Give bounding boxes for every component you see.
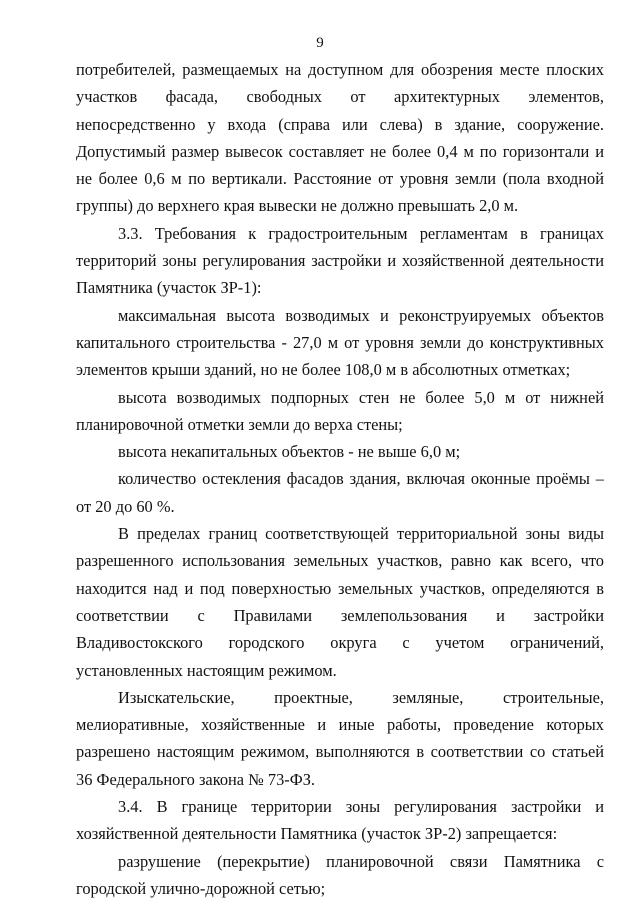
page-number: 9 xyxy=(316,35,324,51)
paragraph-max-height: максимальная высота возводимых и реконструируемых объектов капитального строительства - 27,0 м от уровня земли до конструктивных элементов крыши зданий, но не более 108,0 м в абсолютных отметках; xyxy=(76,305,604,380)
paragraph-permitted-use: В пределах границ соответствующей территориальной зоны виды разрешенного использования земельных участков, равно как всего, что находится над и под поверхностью земельных участков, определяются в соответствии с Правилами землепользования и застройки Владивостокского городского округа с учетом ограничений, установленных настоящим режимом. xyxy=(76,524,604,680)
document-body xyxy=(76,56,604,902)
paragraph-works: Изыскательские, проектные, земляные, строительные, мелиоративные, хозяйственные и иные работы, проведение которых разрешено настоящим режимом, выполняются в соответствии со статьей 36 Федерального закона № 73-ФЗ. xyxy=(76,687,604,789)
paragraph-section-3-4: 3.4. В границе территории зоны регулирования застройки и хозяйственной деятельности Памятника (участок ЗР-2) запрещается: xyxy=(76,797,604,844)
paragraph-section-3-3: 3.3. Требования к градостроительным регламентам в границах территорий зоны регулирования застройки и хозяйственной деятельности Памятника (участок ЗР-1): xyxy=(76,223,604,298)
paragraph-planning-link: разрушение (перекрытие) планировочной связи Памятника с городской улично-дорожной сетью; xyxy=(76,851,604,898)
paragraph-glazing: количество остекления фасадов здания, включая оконные проёмы – от 20 до 60 %. xyxy=(76,469,604,516)
paragraph-retaining-walls: высота возводимых подпорных стен не более 5,0 м от нижней планировочной отметки земли до верха стены; xyxy=(76,387,604,434)
paragraph-signage-continued: потребителей, размещаемых на доступном для обозрения месте плоских участков фасада, свободных от архитектурных элементов, непосредственно у входа (справа или слева) в здание, сооружение. Допустимый размер вывесок составляет не более 0,4 м по горизонтали и не более 0,6 м по вертикали. Расстояние от уровня земли (пола входной группы) до верхнего края вывески не должно превышать 2,0 м. xyxy=(76,60,604,216)
paragraph-noncapital-height: высота некапитальных объектов - не выше 6,0 м; xyxy=(118,442,461,462)
